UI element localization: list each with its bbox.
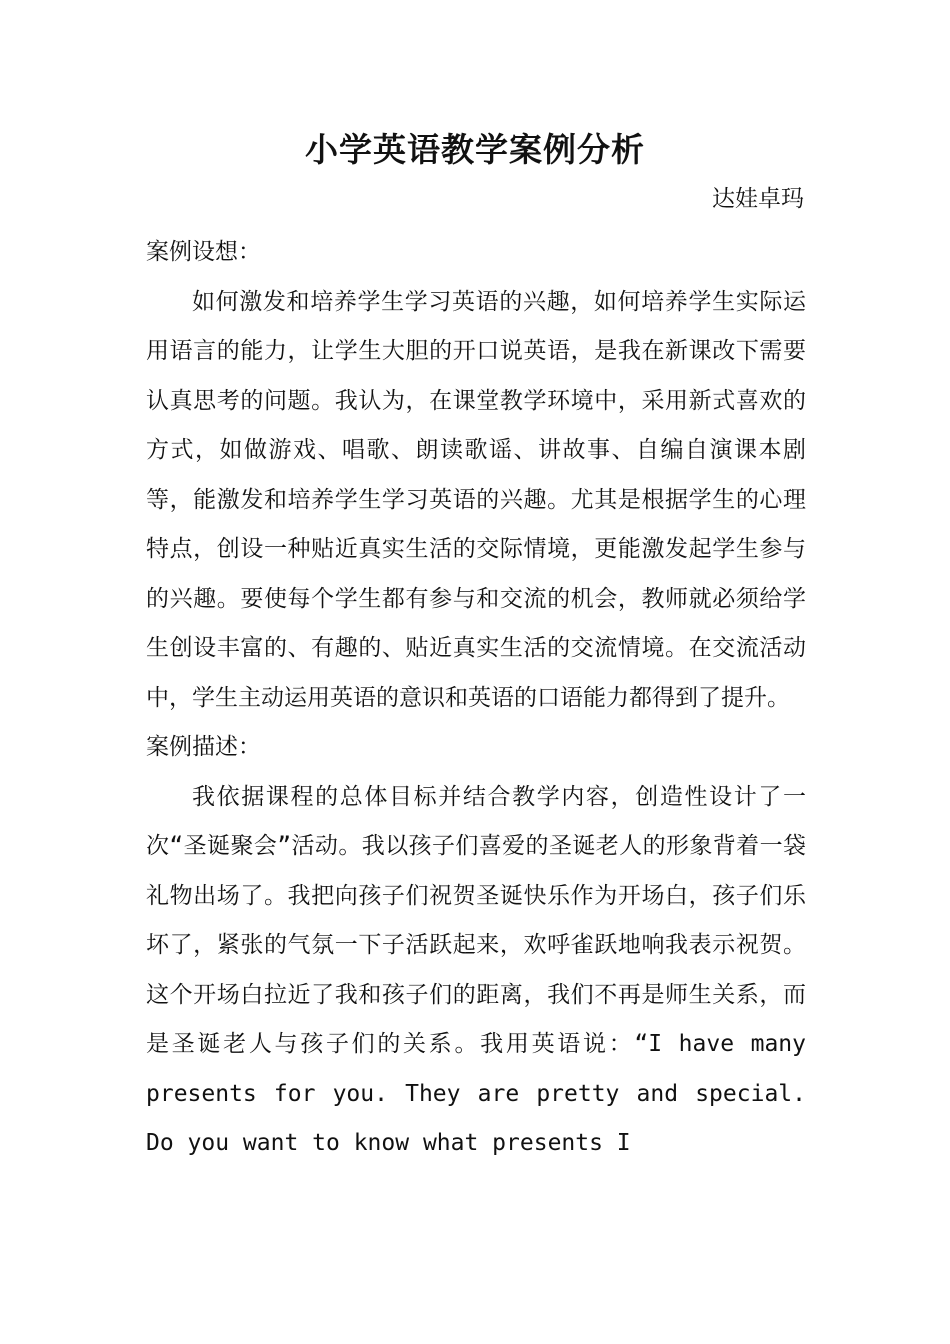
section-heading-case-description: 案例描述： bbox=[146, 734, 261, 760]
document-author: 达娃卓玛 bbox=[712, 186, 804, 212]
document-body bbox=[146, 228, 806, 1169]
document-title: 小学英语教学案例分析 bbox=[305, 130, 645, 169]
section-paragraph-case-description: 我依据课程的总体目标并结合教学内容，创造性设计了一次“圣诞聚会”活动。我以孩子们喜爱的圣诞老人的形象背着一袋礼物出场了。我把向孩子们祝贺圣诞快乐作为开场白，孩子们乐坏了，紧张的气氛一下子活跃起来，欢呼雀跃地响我表示祝贺。这个开场白拉近了我和孩子们的距离，我们不再是师生关系，而是圣诞老人与孩子们的关系。我用英语说：“I have many presents for you. They are pretty and special. Do you want to know what presents I bbox=[146, 783, 806, 1156]
section-paragraph-case-idea: 如何激发和培养学生学习英语的兴趣，如何培养学生实际运用语言的能力，让学生大胆的开口说英语，是我在新课改下需要认真思考的问题。我认为，在课堂教学环境中，采用新式喜欢的方式，如做游戏、唱歌、朗读歌谣、讲故事、自编自演课本剧等，能激发和培养学生学习英语的兴趣。尤其是根据学生的心理特点，创设一种贴近真实生活的交际情境，更能激发起学生参与的兴趣。要使每个学生都有参与和交流的机会，教师就必须给学生创设丰富的、有趣的、贴近真实生活的交流情境。在交流活动中，学生主动运用英语的意识和英语的口语能力都得到了提升。 bbox=[146, 288, 806, 711]
section-heading-case-idea: 案例设想： bbox=[146, 239, 261, 265]
